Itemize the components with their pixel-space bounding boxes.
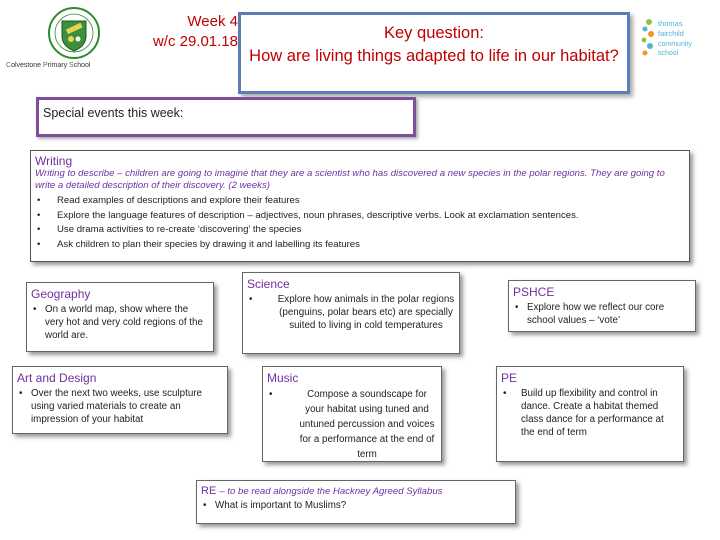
pe-list [501,387,679,439]
re-subtitle: – to be read alongside the Hackney Agreed Syllabus [219,486,443,497]
logo-text-line: thomas [658,19,683,28]
key-question-text: How are living things adapted to life in our habitat? [249,47,619,65]
geography-list [31,303,209,342]
school-crest-logo [38,6,110,64]
week-number: Week 4 [187,13,238,30]
science-section [242,272,460,354]
geography-section [26,282,214,352]
art-design-list [17,387,223,426]
art-design-title: Art and Design [17,371,97,385]
school-name [6,62,90,69]
pshce-section [508,280,696,332]
re-heading [201,485,511,497]
music-title: Music [267,371,299,385]
music-list [267,387,437,462]
geography-title: Geography [31,287,91,301]
list-item: • Read examples of descriptions and explore their features [35,194,685,209]
community-school-logo [638,12,694,66]
week-label [128,12,238,52]
science-title: Science [247,277,290,291]
list-item: • Compose a soundscape for your habitat using tuned and untuned percussion and voices for a performance at the end of term [267,387,437,462]
pe-section [496,366,684,462]
special-events-label: Special events this week: [43,106,184,120]
pshce-list [513,301,691,327]
re-section [196,480,516,524]
week-commencing: w/c 29.01.18 [152,33,238,50]
special-events-box [36,97,416,137]
logo-text-line: school [658,50,679,57]
logo-text-line: fairchild [658,29,684,38]
list-item: • Build up flexibility and control in dance. Create a habitat themed class dance for a performance at the end of term [501,387,679,439]
writing-intro: Writing to describe – children are going to imagine that they are a scientist who has discovered a new species in the polar regions. They are going to write a detailed description of their discovery. (2 weeks) [35,168,665,191]
school-name-initial: S [69,62,74,69]
school-name-part: olvestone [11,62,43,69]
re-title: RE [201,485,217,497]
school-name-initial: P [42,62,48,69]
list-item: • Explore how animals in the polar regions (penguins, polar bears etc) are specially suited to living in cold temperatures [247,293,455,332]
list-item: • Over the next two weeks, use sculpture using varied materials to create an impression of your habitat [17,387,223,426]
school-name-initial: C [6,62,12,69]
art-design-section [12,366,228,434]
list-item: • Explore how we reflect our core school values – ‘vote’ [513,301,691,327]
pe-title: PE [501,371,518,385]
re-list [201,499,511,512]
school-name-part: rimary [47,62,70,69]
list-item: • What is important to Muslims? [201,499,511,512]
key-question-box [238,12,630,94]
music-section [262,366,442,462]
list-item: • On a world map, show where the very hot and very cold regions of the world are. [31,303,209,342]
writing-list [35,194,685,252]
school-name-part: chool [73,62,91,69]
science-list [247,293,455,332]
writing-title: Writing [35,154,73,168]
list-item: • Explore the language features of description – adjectives, noun phrases, descriptive verbs. Look at exclamation sentences. [35,209,685,224]
writing-section [30,150,690,262]
logo-text-line: community [658,41,692,48]
list-item: • Ask children to plan their species by drawing it and labelling its features [35,238,685,253]
key-question-label: Key question: [384,24,484,42]
pshce-title: PSHCE [513,285,555,299]
list-item: • Use drama activities to re-create ‘discovering’ the species [35,223,685,238]
